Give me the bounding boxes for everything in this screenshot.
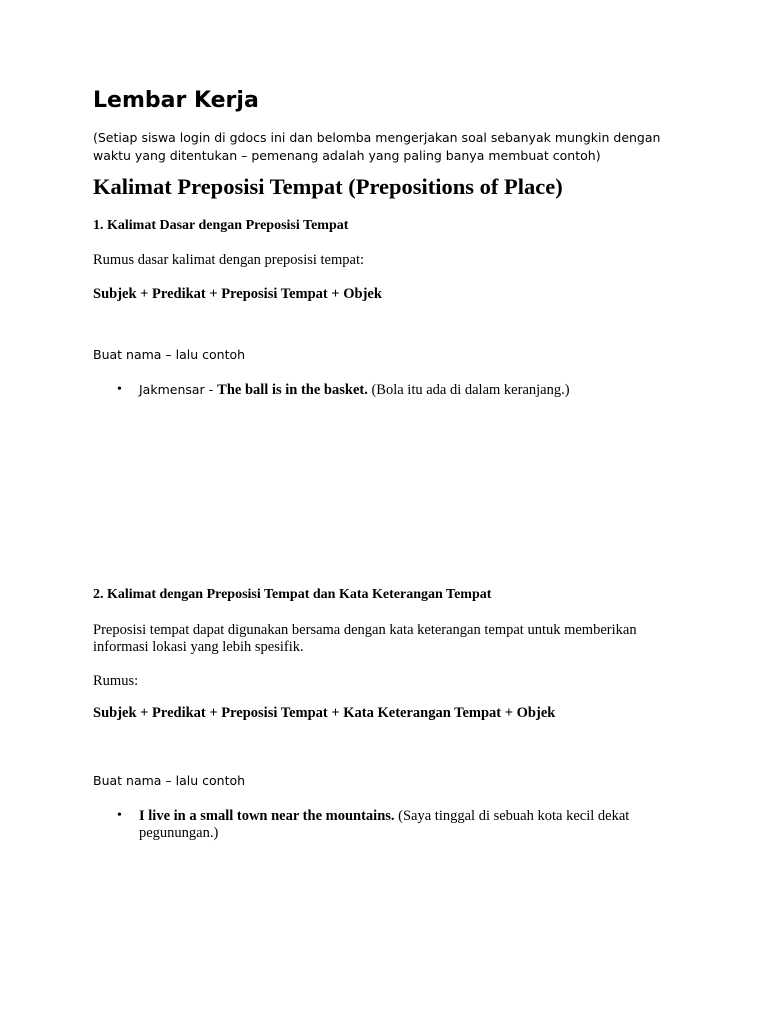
- intro-paragraph: (Setiap siswa login di gdocs ini dan belomba mengerjakan soal sebanyak mungkin dengan waktu yang ditentukan – pemenang adalah yang paling banya membuat contoh): [93, 130, 661, 163]
- section2-rumus-label: Rumus:: [93, 673, 139, 689]
- bullet-icon: •: [117, 808, 122, 823]
- example-text: [139, 808, 677, 842]
- example-text: [139, 382, 570, 399]
- document-title: Lembar Kerja: [93, 88, 259, 113]
- example-sentence: I live in a small town near the mountains.: [139, 808, 395, 824]
- section1-description: Rumus dasar kalimat dengan preposisi tempat:: [93, 252, 365, 268]
- example-sentence: The ball is in the basket.: [217, 382, 368, 398]
- section2-description: Preposisi tempat dapat digunakan bersama dengan kata keterangan tempat untuk memberikan informasi lokasi yang lebih spesifik.: [93, 622, 637, 655]
- section2-heading: 2. Kalimat dengan Preposisi Tempat dan Kata Keterangan Tempat: [93, 587, 492, 602]
- example-translation: (Saya tinggal di sebuah kota kecil dekat pegunungan.): [139, 808, 630, 841]
- section1-instruction: Buat nama – lalu contoh: [93, 347, 246, 362]
- section1-formula: Subjek + Predikat + Preposisi Tempat + Objek: [93, 286, 382, 302]
- main-heading: Kalimat Preposisi Tempat (Prepositions of Place): [93, 174, 563, 199]
- section1-heading: 1. Kalimat Dasar dengan Preposisi Tempat: [93, 218, 349, 233]
- section2-instruction: Buat nama – lalu contoh: [93, 773, 246, 788]
- example-author-name: Jakmensar -: [139, 382, 218, 397]
- section2-formula: Subjek + Predikat + Preposisi Tempat + Kata Keterangan Tempat + Objek: [93, 705, 556, 721]
- bullet-icon: •: [117, 382, 122, 397]
- example-translation: (Bola itu ada di dalam keranjang.): [367, 382, 570, 398]
